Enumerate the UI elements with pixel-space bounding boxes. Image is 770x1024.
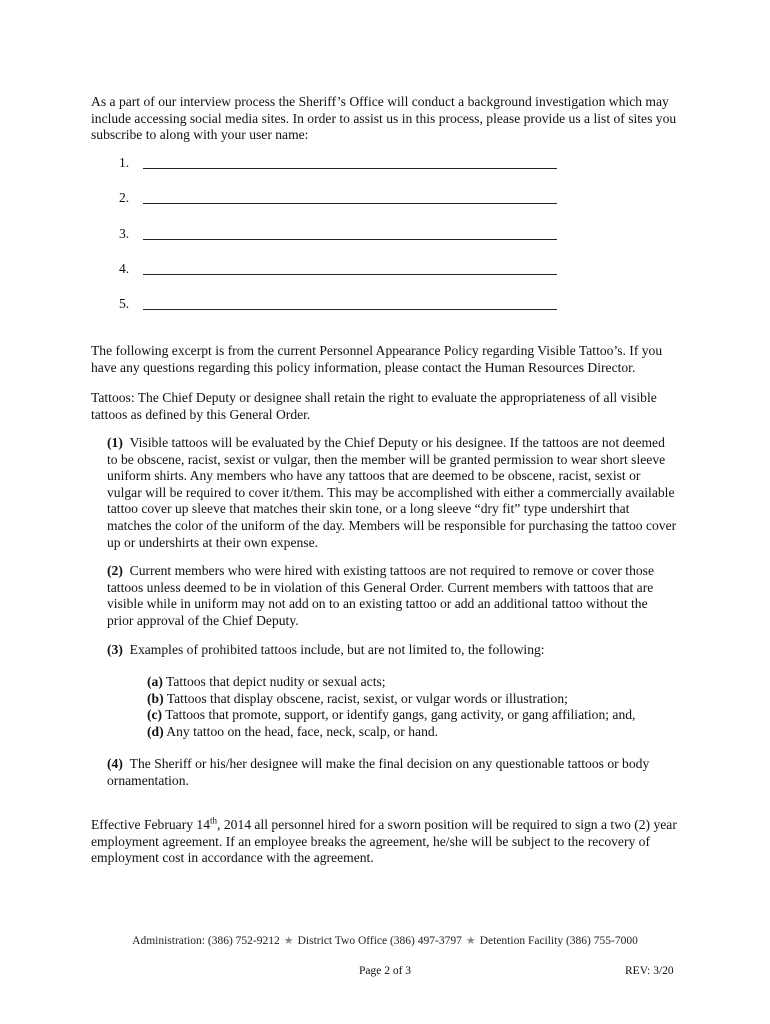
intro-paragraph: As a part of our interview process the Sheriff’s Office will conduct a background investigation which may include accessing social media sites. In order to assist us in this process, please provide us a list of sites you subscribe to along with your user name: [91,94,677,143]
policy-item-2 [107,563,677,629]
list-item-text: Tattoos that depict nudity or sexual acts; [166,674,386,689]
site-entry-blank-line[interactable] [143,168,557,169]
star-icon: ★ [283,934,294,947]
policy-item-3 [107,642,677,659]
site-entry-number: 3. [119,226,130,241]
list-item-marker: (a) [147,674,163,689]
site-entry-3 [119,226,579,244]
site-entry-1 [119,155,579,173]
site-entry-blank-line[interactable] [143,239,557,240]
administration-phone: Administration: (386) 752-9212 [132,935,280,947]
policy-item-text: Visible tattoos will be evaluated by the Chief Deputy or his designee. If the tattoos are not deemed to be obscene, racist, sexist or vulgar, then the member will be granted permission to wear short sleeve uniform shirts. Any members who have any tattoos that are deemed to be obscene, racist, sexist or vulgar will be required to cover it/them. This may be accomplished with either a commercially available tattoo cover up sleeve that matches their skin tone, or a long sleeve “dry fit” type undershirt that matches the color of the uniform of the day. Members will be responsible for purchasing the tattoo cover up or undershirts at their own expense. [107,435,677,550]
district-two-phone: District Two Office (386) 497-3797 [297,935,462,947]
policy-item-marker: (2) [107,563,123,578]
effective-text-start: Effective February 14 [91,817,211,832]
policy-item-text: The Sheriff or his/her designee will make the final decision on any questionable tattoos or body ornamentation. [107,756,650,788]
list-item-text: Any tattoo on the head, face, neck, scalp, or hand. [166,723,439,739]
star-icon: ★ [465,934,476,947]
list-item-marker: (b) [147,690,164,706]
list-item-text: Tattoos that display obscene, racist, sexist, or vulgar words or illustration; [166,690,568,706]
policy-excerpt-paragraph: The following excerpt is from the current Personnel Appearance Policy regarding Visible Tattoo’s. If you have any questions regarding this policy information, please contact the Human Resources Director. [91,343,663,375]
site-entry-blank-line[interactable] [143,274,557,275]
list-item [147,674,687,691]
site-entry-number: 2. [119,190,130,205]
policy-item-1 [107,435,677,551]
ordinal-suffix: th [210,815,218,826]
policy-item-4 [107,756,677,789]
site-entry-2 [119,190,579,208]
policy-item-marker: (3) [107,642,123,657]
list-item-marker: (d) [147,723,164,739]
site-entry-blank-line[interactable] [143,309,557,310]
policy-item-marker: (1) [107,435,123,450]
page-number: Page 2 of 3 [358,965,412,977]
effective-date-paragraph [91,817,691,867]
list-item [147,691,687,708]
site-entry-4 [119,261,579,279]
list-item-marker: (c) [147,707,163,723]
site-entry-number: 4. [119,261,130,276]
tattoos-intro-paragraph: Tattoos: The Chief Deputy or designee shall retain the right to evaluate the appropriateness of all visible tattoos as defined by this General Order. [91,390,657,422]
list-item [147,724,687,741]
policy-item-text: Examples of prohibited tattoos include, but are not limited to, the following: [129,642,545,657]
site-entry-blank-line[interactable] [143,203,557,204]
footer-contacts [0,933,770,950]
detention-facility-phone: Detention Facility (386) 755-7000 [479,935,638,947]
list-item [147,707,687,724]
policy-item-text: Current members who were hired with existing tattoos are not required to remove or cover those tattoos unless deemed to be in violation of this General Order. Current members with tattoos that are visible while in uniform may not add on to an existing tattoo or add an additional tattoo without the prior approval of the Chief Deputy. [107,563,654,628]
effective-text-rest: , 2014 all personnel hired for a sworn position will be required to sign a two (2) year employment agreement. If an employee breaks the agreement, he/she will be subject to the recovery of employment cost in accordance with the agreement. [91,817,677,866]
revision-label: REV: 3/20 [625,965,674,977]
prohibited-tattoos-list [147,674,687,740]
site-entry-5 [119,296,579,314]
site-entry-number: 1. [119,155,130,170]
policy-item-marker: (4) [107,756,123,771]
site-entry-number: 5. [119,296,130,311]
list-item-text: Tattoos that promote, support, or identify gangs, gang activity, or gang affiliation; and, [165,707,636,723]
